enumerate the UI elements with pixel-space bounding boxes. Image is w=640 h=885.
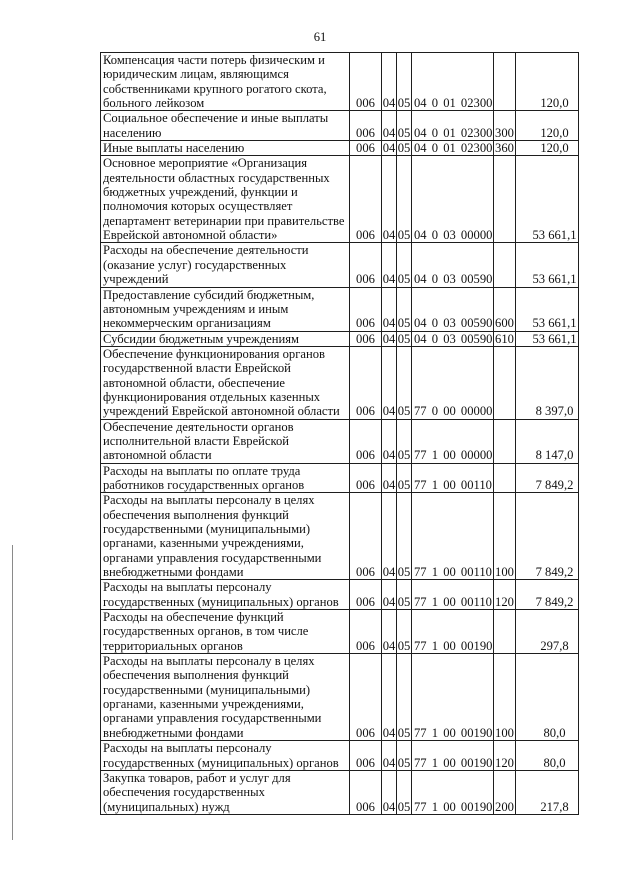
section-code-cell: 04 [382, 419, 397, 463]
expense-type-cell [494, 156, 516, 243]
target-article-cell: 77 0 00 00000 [412, 346, 494, 419]
subsection-code-cell: 05 [397, 610, 412, 654]
expense-type-cell [494, 419, 516, 463]
section-code-cell: 04 [382, 111, 397, 141]
expense-type-cell [494, 243, 516, 287]
scan-edge-line [12, 545, 13, 840]
grbs-code-cell: 006 [350, 287, 382, 331]
target-article-cell: 04 0 03 00590 [412, 331, 494, 346]
section-code-cell: 04 [382, 53, 397, 111]
subsection-code-cell: 05 [397, 654, 412, 741]
expense-name-cell: Социальное обеспечение и иные выплаты населению [101, 111, 350, 141]
expense-name-cell: Основное мероприятие «Организация деятельности областных государственных бюджетных учреждений, функции и полномочия которых осуществляет департамент ветеринарии при правительстве Еврейской автономной области» [101, 156, 350, 243]
grbs-code-cell: 006 [350, 346, 382, 419]
expense-name-cell: Расходы на выплаты персоналу в целях обеспечения выполнения функций государственными (муниципальными) органами, казенными учреждениями, органами управления государственными внебюджетными фондами [101, 654, 350, 741]
subsection-code-cell: 05 [397, 346, 412, 419]
grbs-code-cell: 006 [350, 580, 382, 610]
section-code-cell: 04 [382, 346, 397, 419]
target-article-cell: 04 0 01 02300 [412, 53, 494, 111]
expense-name-cell: Расходы на выплаты персоналу государственных (муниципальных) органов [101, 741, 350, 771]
expense-type-cell: 360 [495, 141, 514, 156]
amount-cell: 53 661,1 [516, 243, 579, 287]
expense-name-cell: Компенсация части потерь физическим и юридическим лицам, являющимся собственниками крупного рогатого скота, больного лейкозом [101, 53, 350, 111]
expense-type-cell: 300 [494, 111, 516, 141]
target-article-cell: 77 1 00 00190 [412, 654, 494, 741]
subsection-code-cell: 05 [397, 463, 412, 493]
grbs-code-cell: 006 [350, 463, 382, 493]
table-row [101, 610, 579, 654]
table-row [101, 580, 579, 610]
expense-type-cell [494, 463, 516, 493]
grbs-code-cell: 006 [350, 493, 382, 580]
subsection-code-cell: 05 [397, 770, 412, 814]
expense-name-cell: Предоставление субсидий бюджетным, автономным учреждениям и иным некоммерческим организациям [101, 287, 350, 331]
amount-cell: 7 849,2 [516, 463, 579, 493]
section-code-cell: 04 [382, 654, 397, 741]
expense-name-cell: Субсидии бюджетным учреждениям [101, 331, 350, 346]
amount-cell: 53 661,1 [516, 156, 579, 243]
grbs-code-cell: 006 [350, 654, 382, 741]
expense-type-cell [494, 53, 516, 111]
section-code-cell: 04 [382, 243, 397, 287]
section-code-cell: 04 [382, 493, 397, 580]
amount-cell: 120,0 [516, 141, 579, 156]
expense-name-cell: Расходы на выплаты персоналу в целях обеспечения выполнения функций государственными (муниципальными) органами, казенными учреждениями, органами управления государственными внебюджетными фондами [101, 493, 350, 580]
table-row [101, 346, 579, 419]
target-article-cell: 77 1 00 00190 [412, 610, 494, 654]
amount-cell: 53 661,1 [516, 287, 579, 331]
table-row [101, 741, 579, 771]
target-article-cell: 04 0 03 00000 [412, 156, 494, 243]
expense-name-cell: Расходы на обеспечение деятельности (оказание услуг) государственных учреждений [101, 243, 350, 287]
grbs-code-cell: 006 [350, 770, 382, 814]
expense-type-cell: 100 [494, 654, 516, 741]
section-code-cell: 04 [382, 580, 397, 610]
expense-type-cell: 120 [494, 741, 516, 771]
expense-type-cell [494, 346, 516, 419]
target-article-cell: 04 0 01 02300 [412, 111, 494, 141]
table-row [101, 243, 579, 287]
table-row [101, 53, 579, 111]
grbs-code-cell: 006 [350, 141, 382, 156]
table-row [101, 463, 579, 493]
target-article-cell: 77 1 00 00190 [412, 770, 494, 814]
amount-cell: 8 147,0 [516, 419, 579, 463]
target-article-cell: 77 1 00 00000 [412, 419, 494, 463]
expense-type-cell [494, 610, 516, 654]
amount-cell: 80,0 [516, 741, 579, 771]
expense-name-cell: Расходы на выплаты по оплате труда работников государственных органов [101, 463, 350, 493]
subsection-code-cell: 05 [397, 419, 412, 463]
target-article-cell: 77 1 00 00110 [412, 580, 494, 610]
table-row [101, 141, 579, 156]
amount-cell: 217,8 [516, 770, 579, 814]
target-article-cell: 77 1 00 00110 [412, 463, 494, 493]
grbs-code-cell: 006 [350, 741, 382, 771]
expense-type-cell: 200 [494, 770, 516, 814]
table-row [101, 654, 579, 741]
grbs-code-cell: 006 [350, 243, 382, 287]
section-code-cell: 04 [382, 156, 397, 243]
amount-cell: 120,0 [516, 111, 579, 141]
subsection-code-cell: 05 [397, 741, 412, 771]
grbs-code-cell: 006 [350, 156, 382, 243]
table-row [101, 419, 579, 463]
section-code-cell: 04 [382, 141, 396, 156]
expense-name-cell: Обеспечение функционирования органов государственной власти Еврейской автономной области, обеспечение функционирования отдельных казенных учреждений Еврейской автономной области [101, 346, 350, 419]
subsection-code-cell: 05 [397, 141, 411, 156]
target-article-cell: 77 1 00 00110 [412, 493, 494, 580]
table-row [101, 111, 579, 141]
grbs-code-cell: 006 [350, 111, 382, 141]
section-code-cell: 04 [382, 770, 397, 814]
subsection-code-cell: 05 [397, 243, 412, 287]
section-code-cell: 04 [382, 741, 397, 771]
budget-table [100, 52, 579, 815]
section-code-cell: 04 [382, 463, 397, 493]
expense-type-cell: 610 [495, 331, 514, 346]
subsection-code-cell: 05 [397, 493, 412, 580]
table-row [101, 331, 579, 346]
amount-cell: 297,8 [516, 610, 579, 654]
section-code-cell: 04 [382, 610, 397, 654]
target-article-cell: 77 1 00 00190 [412, 741, 494, 771]
grbs-code-cell: 006 [350, 419, 382, 463]
expense-name-cell: Расходы на выплаты персоналу государственных (муниципальных) органов [101, 580, 350, 610]
table-row [101, 287, 579, 331]
budget-table-body [101, 53, 579, 815]
expense-type-cell: 600 [494, 287, 516, 331]
subsection-code-cell: 05 [397, 156, 412, 243]
page-number: 61 [313, 30, 327, 44]
amount-cell: 53 661,1 [516, 331, 579, 346]
section-code-cell: 04 [382, 331, 396, 346]
subsection-code-cell: 05 [397, 53, 412, 111]
subsection-code-cell: 05 [397, 331, 411, 346]
expense-name-cell: Иные выплаты населению [101, 141, 350, 156]
table-row [101, 156, 579, 243]
amount-cell: 80,0 [516, 654, 579, 741]
expense-name-cell: Закупка товаров, работ и услуг для обеспечения государственных (муниципальных) нужд [101, 770, 350, 814]
amount-cell: 7 849,2 [516, 493, 579, 580]
expense-type-cell: 120 [494, 580, 516, 610]
expense-name-cell: Обеспечение деятельности органов исполнительной власти Еврейской автономной области [101, 419, 350, 463]
subsection-code-cell: 05 [397, 287, 412, 331]
subsection-code-cell: 05 [397, 580, 412, 610]
target-article-cell: 04 0 01 02300 [412, 141, 494, 156]
target-article-cell: 04 0 03 00590 [412, 243, 494, 287]
amount-cell: 7 849,2 [516, 580, 579, 610]
grbs-code-cell: 006 [350, 53, 382, 111]
amount-cell: 120,0 [516, 53, 579, 111]
table-row [101, 770, 579, 814]
expense-type-cell: 100 [494, 493, 516, 580]
table-row [101, 493, 579, 580]
expense-name-cell: Расходы на обеспечение функций государственных органов, в том числе территориальных органов [101, 610, 350, 654]
grbs-code-cell: 006 [350, 610, 382, 654]
subsection-code-cell: 05 [397, 111, 412, 141]
target-article-cell: 04 0 03 00590 [412, 287, 494, 331]
grbs-code-cell: 006 [350, 331, 382, 346]
section-code-cell: 04 [382, 287, 397, 331]
amount-cell: 8 397,0 [516, 346, 579, 419]
